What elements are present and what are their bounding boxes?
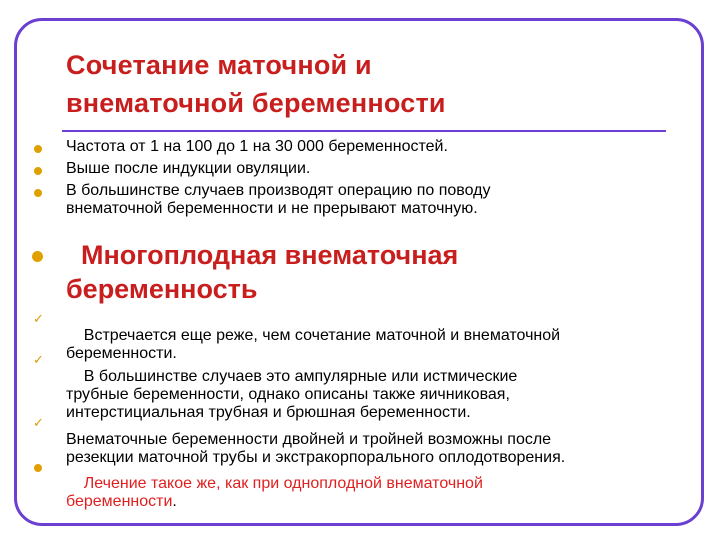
bullet-3-line-1: В большинстве случаев производят операцию по поводу <box>66 182 491 199</box>
check-mark-icon: ✓ <box>33 416 44 431</box>
bullet-dot-icon <box>34 464 42 472</box>
title-line-2: внематочной беременности <box>66 88 446 118</box>
bullet-1: Частота от 1 на 100 до 1 на 30 000 беременностей. <box>66 138 448 155</box>
title-line-1: Сочетание маточной и <box>66 50 372 80</box>
detail-4-line-2: беременности <box>66 493 173 510</box>
detail-4 <box>66 457 696 511</box>
detail-4-line-1: Лечение такое же, как при одноплодной внематочной <box>66 475 483 492</box>
detail-2-line-1: В большинстве случаев это ампулярные или истмические <box>66 368 518 385</box>
detail-2-line-3: интерстициальная трубная и брюшная беременности. <box>66 404 471 421</box>
bullet-dot-icon <box>34 189 42 197</box>
detail-3-line-1: Внематочные беременности двойней и тройней возможны после <box>66 431 552 448</box>
detail-1-line-1: Встречается еще реже, чем сочетание маточной и внематочной <box>66 327 561 344</box>
subtitle-line-1: Многоплодная внематочная <box>66 240 459 270</box>
bullet-dot-icon <box>34 145 42 153</box>
bullet-3 <box>66 182 696 218</box>
bullet-3-line-2: внематочной беременности и не прерывают маточную. <box>66 200 478 217</box>
bullet-dot-icon <box>32 251 43 262</box>
bullet-dot-icon <box>34 167 42 175</box>
check-mark-icon: ✓ <box>33 312 44 327</box>
detail-2-line-2: трубные беременности, однако описаны также яичниковая, <box>66 386 510 403</box>
slide-title <box>66 46 666 122</box>
detail-2 <box>66 350 696 422</box>
detail-1-line-2: беременности. <box>66 345 177 362</box>
check-mark-icon: ✓ <box>33 353 44 368</box>
subtitle <box>66 238 666 306</box>
bullet-2: Выше после индукции овуляции. <box>66 160 311 177</box>
subtitle-line-2: беременность <box>66 274 258 304</box>
detail-4-dot: . <box>172 493 177 510</box>
title-underline <box>62 130 666 132</box>
detail-3-line-2: резекции маточной трубы и экстракорпорального оплодотворения. <box>66 449 566 466</box>
